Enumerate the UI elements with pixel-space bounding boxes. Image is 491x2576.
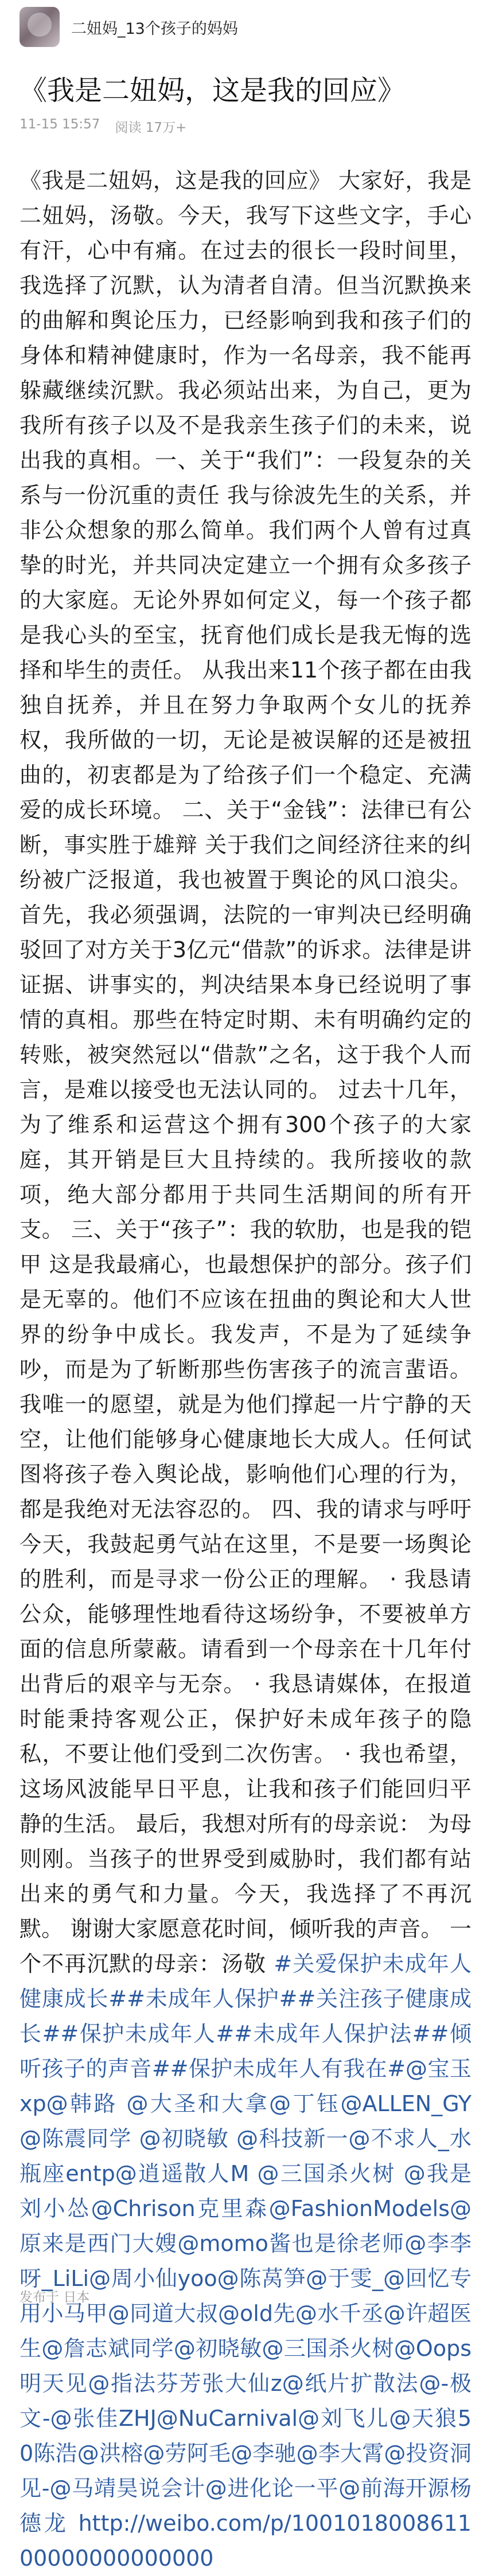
article-body-text: 《我是二妞妈，这是我的回应》 大家好，我是二妞妈，汤敬。今天，我写下这些文字，手心有汗，心中有痛。在过去的很长一段时间里，我选择了沉默，认为清者自清。但当沉默换来的曲解和舆论压力，已经影响到我和孩子们的身体和精神健康时，作为一名母亲，我不能再躲藏继续沉默。我必须站出来，为自己，更为我所有孩子以及不是我亲生孩子们的未来，说出我的真相。一、关于“我们”：一段复杂的关系与一份沉重的责任 我与徐波先生的关系，并非公众想象的那么简单。我们两个人曾有过真挚的时光，并共同决定建立一个拥有众多孩子的大家庭。无论外界如何定义，每一个孩子都是我心头的至宝，抚育他们成长是我无悔的选择和毕生的责任。 从我出来11个孩子都在由我独自抚养，并且在努力争取两个女儿的抚养权，我所做的一切，无论是被误解的还是被扭曲的，初衷都是为了给孩子们一个稳定、充满爱的成长环境。 二、关于“金钱”：法律已有公断，事实胜于雄辩 关于我们之间经济往来的纠纷被广泛报道，我也被置于舆论的风口浪尖。 首先，我必须强调，法院的一审判决已经明确驳回了对方关于3亿元“借款”的诉求。法律是讲证据、讲事实的，判决结果本身已经说明了事情的真相。那些在特定时期、未有明确约定的转账，被突然冠以“借款”之名，这于我个人而言，是难以接受也无法认同的。 过去十几年，为了维系和运营这个拥有300个孩子的大家庭，其开销是巨大且持续的。我所接收的款项，绝大部分都用于共同生活期间的所有开支。 三、关于“孩子”：我的软肋，也是我的铠甲 这是我最痛心，也最想保护的部分。孩子们是无辜的。他们不应该在扭曲的舆论和大人世界的纷争中成长。我发声，不是为了延续争吵，而是为了斩断那些伤害孩子的流言蜚语。 我唯一的愿望，就是为他们撑起一片宁静的天空，让他们能够身心健康地长大成人。任何试图将孩子卷入舆论战，影响他们心理的行为，都是我绝对无法容忍的。 四、我的请求与呼吁 今天，我鼓起勇气站在这里，不是要一场舆论的胜利，而是寻求一份公正的理解。 · 我恳请公众，能够理性地看待这场纷争，不要被单方面的信息所蒙蔽。请看到一个母亲在十几年付出背后的艰辛与无奈。 · 我恳请媒体，在报道时能秉持客观公正，保护好未成年孩子的隐私，不要让他们受到二次伤害。 · 我也希望，这场风波能早日平息，让我和孩子们能回归平静的生活。 最后，我想对所有的母亲说： 为母则刚。当孩子的世界受到威胁时，我们都有站出来的勇气和力量。今天，我选择了不再沉默。 谢谢大家愿意花时间，倾听我的声音。 一个不再沉默的母亲：汤敬 <box>20 168 471 1976</box>
avatar-icon[interactable] <box>20 7 60 47</box>
post-header <box>20 0 471 54</box>
article-body <box>20 163 471 2576</box>
read-count: 阅读 17万+ <box>115 120 187 135</box>
article-title: 《我是二妞妈，这是我的回应》 <box>20 75 406 107</box>
published-location: 发布于 日本 <box>20 2290 90 2305</box>
author-name[interactable]: 二妞妈_13个孩子的妈妈 <box>71 19 238 38</box>
hashtag-list[interactable]: #关爱保护未成年人健康成长##未成年人保护##关注孩子健康成长##保护未成年人##未成年人保护法##倾听孩子的声音##保护未成年人有我在# <box>20 1951 471 2081</box>
article-meta <box>20 117 471 136</box>
publish-date: 11-15 15:57 <box>20 117 100 132</box>
mention-list[interactable]: @宝玉xp@韩路 @大圣和大拿@丁钰@ALLEN_GY @陈震同学 @初晓敏 @科技新一@不求人_水瓶座entp@逍遥散人M @三国杀火树 @我是刘小怂@Chrison克里森@FashionModels@原来是西门大嫂@momo酱也是徐老师@李李呀_LiLi@周小仙yoo@陈莴笋@于雯_@回忆专用小马甲@同道大叔@old先@水千丞@许超医生@詹志斌同学@初晓敏@三国杀火树@Oops明天见@指法芬芳张大仙z@纸片扩散法@-极文-@张佳ZHJ@NuCarnival@刘飞儿@天狼50陈浩@洪榕@劳阿毛@李驰@李大霄@投资洞见-@马靖昊说会计@进化论一平@前海开源杨德龙 <box>20 2056 471 2536</box>
article-link[interactable]: http://weibo.com/p/100101800861100000000000000 <box>20 2511 471 2571</box>
